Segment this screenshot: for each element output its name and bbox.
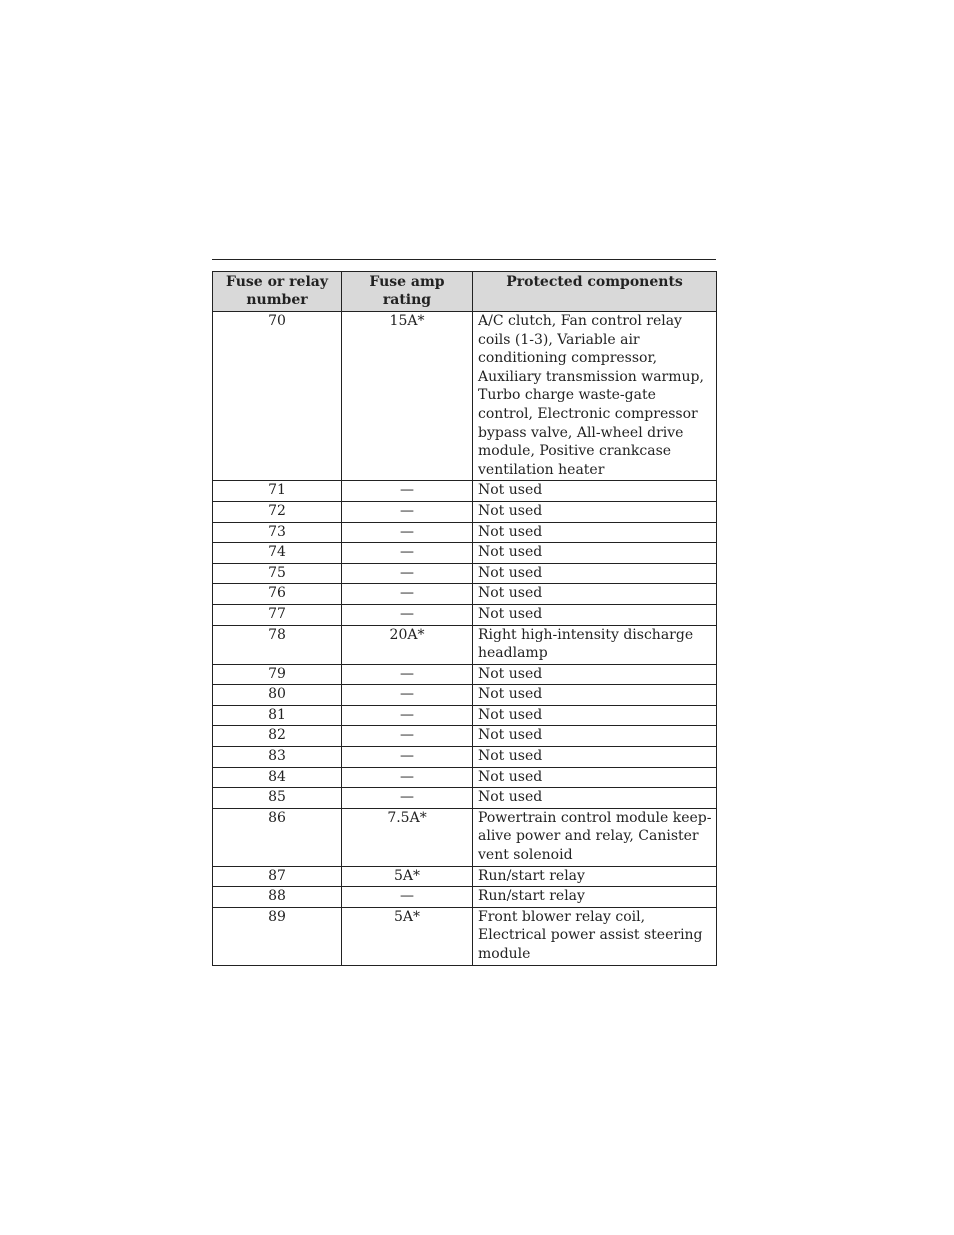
amp-rating-cell: 7.5A* bbox=[342, 808, 473, 866]
protected-components-cell: Not used bbox=[473, 726, 717, 747]
fuse-number-cell: 80 bbox=[213, 685, 342, 706]
table-row bbox=[213, 808, 717, 866]
amp-rating-cell: — bbox=[342, 481, 473, 502]
amp-rating-cell: — bbox=[342, 726, 473, 747]
amp-rating-cell: — bbox=[342, 887, 473, 908]
amp-rating-cell: — bbox=[342, 543, 473, 564]
protected-components-cell: Right high-intensity discharge headlamp bbox=[473, 625, 717, 664]
table-row bbox=[213, 563, 717, 584]
amp-rating-cell: — bbox=[342, 604, 473, 625]
fuse-number-cell: 82 bbox=[213, 726, 342, 747]
fuse-number-cell: 75 bbox=[213, 563, 342, 584]
table-row bbox=[213, 522, 717, 543]
table-row bbox=[213, 726, 717, 747]
table-row bbox=[213, 501, 717, 522]
fuse-number-cell: 83 bbox=[213, 747, 342, 768]
amp-rating-cell: — bbox=[342, 788, 473, 809]
amp-rating-cell: 5A* bbox=[342, 866, 473, 887]
fuse-number-cell: 74 bbox=[213, 543, 342, 564]
table-row bbox=[213, 685, 717, 706]
protected-components-cell: Not used bbox=[473, 584, 717, 605]
amp-rating-cell: — bbox=[342, 664, 473, 685]
protected-components-cell: Not used bbox=[473, 563, 717, 584]
fuse-number-cell: 89 bbox=[213, 907, 342, 965]
protected-components-cell: Not used bbox=[473, 481, 717, 502]
table-row bbox=[213, 705, 717, 726]
table-row bbox=[213, 747, 717, 768]
amp-rating-cell: — bbox=[342, 747, 473, 768]
table-row bbox=[213, 767, 717, 788]
protected-components-cell: Not used bbox=[473, 788, 717, 809]
table-header bbox=[213, 272, 717, 312]
amp-rating-cell: — bbox=[342, 705, 473, 726]
fuse-number-cell: 88 bbox=[213, 887, 342, 908]
top-rule bbox=[212, 259, 716, 260]
protected-components-cell: A/C clutch, Fan control relay coils (1-3), Variable air conditioning compressor, Auxiliary transmission warmup, Turbo charge waste-gate control, Electronic compressor bypass valve, All-wheel drive module, Positive crankcase ventilation heater bbox=[473, 312, 717, 481]
fuse-number-cell: 76 bbox=[213, 584, 342, 605]
table-row bbox=[213, 625, 717, 664]
header-protected-components: Protected components bbox=[473, 272, 717, 312]
fuse-number-cell: 85 bbox=[213, 788, 342, 809]
protected-components-cell: Run/start relay bbox=[473, 866, 717, 887]
protected-components-cell: Not used bbox=[473, 767, 717, 788]
table-row bbox=[213, 584, 717, 605]
fuse-number-cell: 72 bbox=[213, 501, 342, 522]
amp-rating-cell: 20A* bbox=[342, 625, 473, 664]
amp-rating-cell: — bbox=[342, 563, 473, 584]
amp-rating-cell: — bbox=[342, 501, 473, 522]
amp-rating-cell: — bbox=[342, 584, 473, 605]
fuse-table bbox=[212, 271, 717, 966]
fuse-number-cell: 71 bbox=[213, 481, 342, 502]
protected-components-cell: Not used bbox=[473, 522, 717, 543]
table-body bbox=[213, 312, 717, 966]
protected-components-cell: Not used bbox=[473, 543, 717, 564]
fuse-number-cell: 86 bbox=[213, 808, 342, 866]
protected-components-cell: Not used bbox=[473, 604, 717, 625]
amp-rating-cell: 15A* bbox=[342, 312, 473, 481]
table-row bbox=[213, 481, 717, 502]
amp-rating-cell: — bbox=[342, 522, 473, 543]
table-row bbox=[213, 887, 717, 908]
header-fuse-number: Fuse or relay number bbox=[213, 272, 342, 312]
protected-components-cell: Front blower relay coil, Electrical power assist steering module bbox=[473, 907, 717, 965]
fuse-number-cell: 70 bbox=[213, 312, 342, 481]
header-row bbox=[213, 272, 717, 312]
protected-components-cell: Not used bbox=[473, 685, 717, 706]
table-row bbox=[213, 604, 717, 625]
fuse-number-cell: 87 bbox=[213, 866, 342, 887]
amp-rating-cell: — bbox=[342, 685, 473, 706]
fuse-number-cell: 81 bbox=[213, 705, 342, 726]
table-row bbox=[213, 788, 717, 809]
fuse-number-cell: 77 bbox=[213, 604, 342, 625]
fuse-number-cell: 79 bbox=[213, 664, 342, 685]
fuse-number-cell: 84 bbox=[213, 767, 342, 788]
fuse-number-cell: 78 bbox=[213, 625, 342, 664]
protected-components-cell: Not used bbox=[473, 747, 717, 768]
protected-components-cell: Not used bbox=[473, 664, 717, 685]
table-row bbox=[213, 312, 717, 481]
table-row bbox=[213, 866, 717, 887]
protected-components-cell: Not used bbox=[473, 705, 717, 726]
amp-rating-cell: 5A* bbox=[342, 907, 473, 965]
header-amp-rating: Fuse amp rating bbox=[342, 272, 473, 312]
table-row bbox=[213, 664, 717, 685]
table-row bbox=[213, 543, 717, 564]
protected-components-cell: Run/start relay bbox=[473, 887, 717, 908]
fuse-number-cell: 73 bbox=[213, 522, 342, 543]
amp-rating-cell: — bbox=[342, 767, 473, 788]
table-row bbox=[213, 907, 717, 965]
protected-components-cell: Powertrain control module keep-alive power and relay, Canister vent solenoid bbox=[473, 808, 717, 866]
protected-components-cell: Not used bbox=[473, 501, 717, 522]
